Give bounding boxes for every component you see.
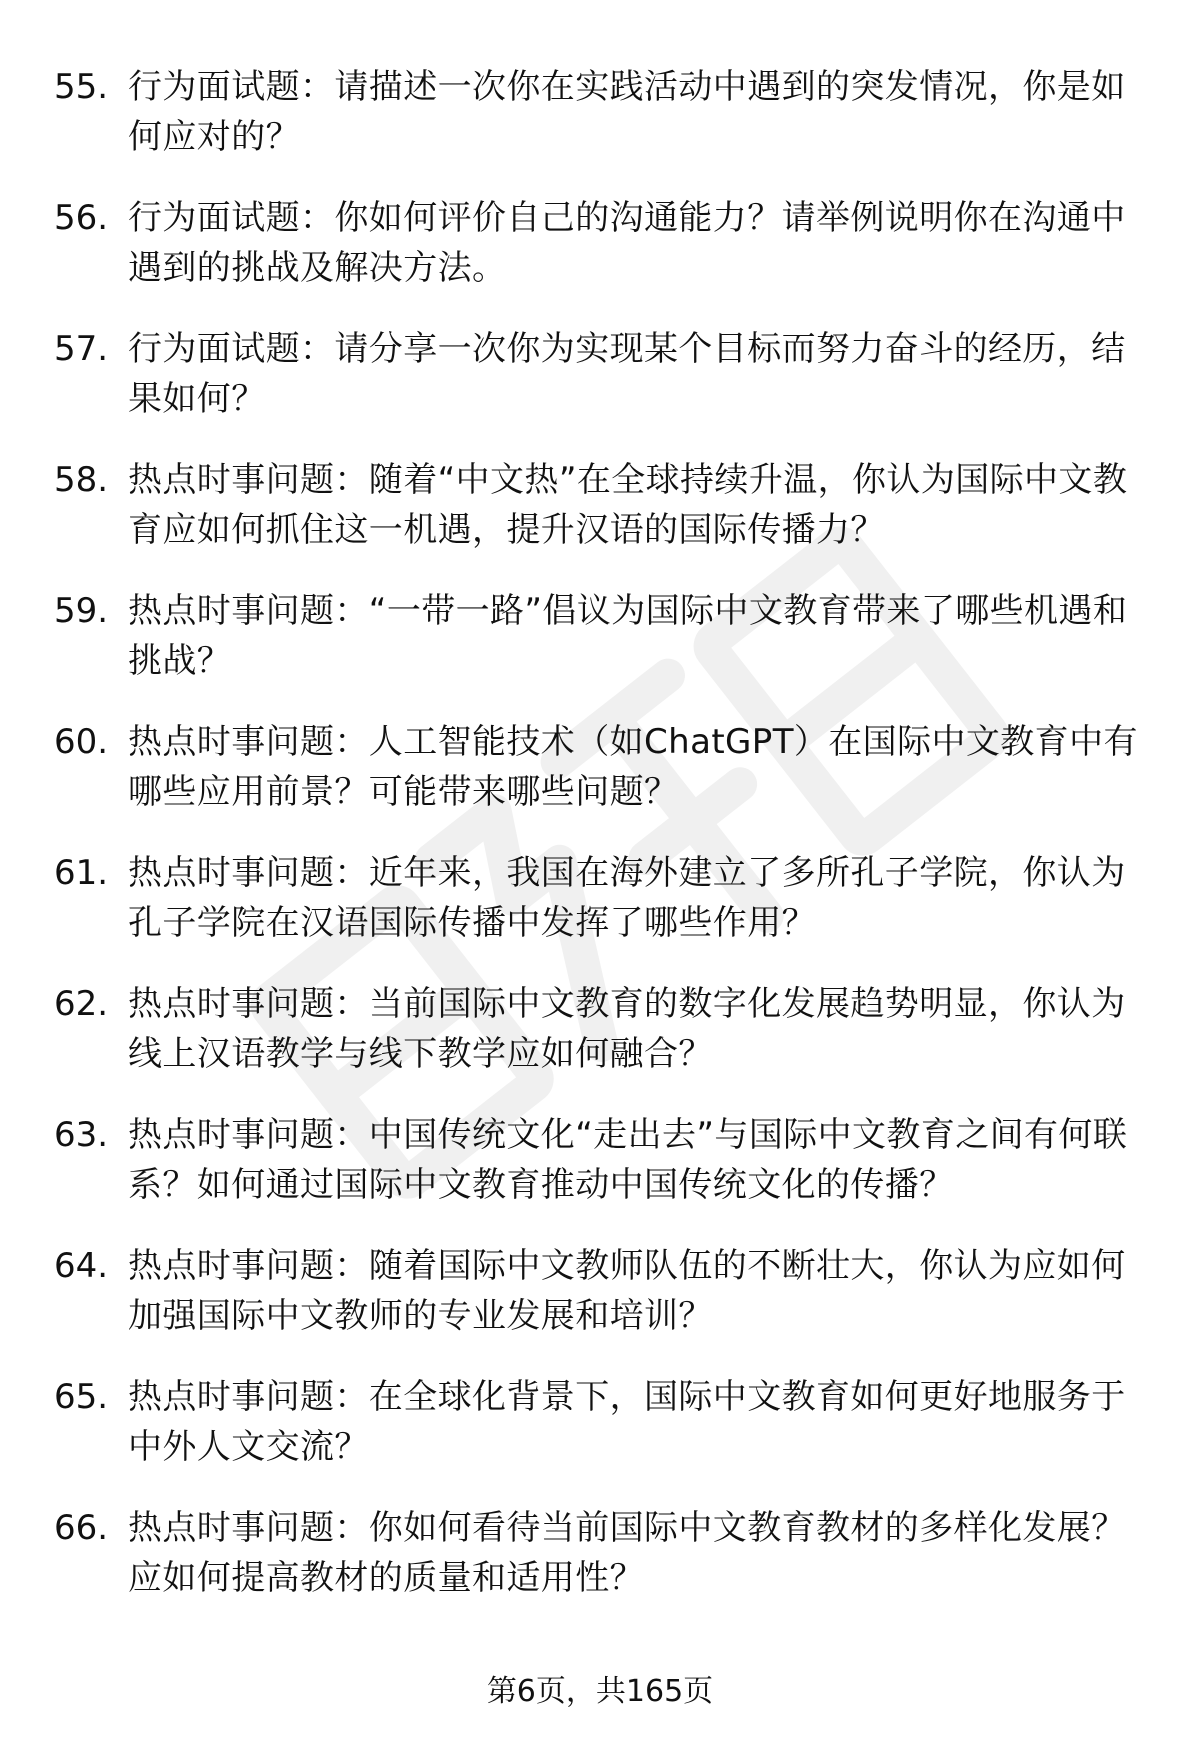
question-number: 57. <box>54 329 109 369</box>
question-text: 行为面试题：你如何评价自己的沟通能力？请举例说明你在沟通中遇到的挑战及解决方法。 <box>128 198 1126 288</box>
question-number: 61. <box>54 853 109 893</box>
list-item <box>0 717 1200 848</box>
question-number: 60. <box>54 722 109 762</box>
question-number: 59. <box>54 591 109 631</box>
page-number: 第6页，共165页 <box>486 1674 714 1709</box>
question-number: 66. <box>54 1508 109 1548</box>
question-text: 热点时事问题：中国传统文化“走出去”与国际中文教育之间有何联系？如何通过国际中文教育推动中国传统文化的传播？ <box>128 1115 1128 1205</box>
question-text: 热点时事问题：随着国际中文教师队伍的不断壮大，你认为应如何加强国际中文教师的专业发展和培训？ <box>128 1246 1126 1336</box>
question-text: 热点时事问题：“一带一路”倡议为国际中文教育带来了哪些机遇和挑战？ <box>128 591 1128 681</box>
question-text: 热点时事问题：随着“中文热”在全球持续升温，你认为国际中文教育应如何抓住这一机遇，提升汉语的国际传播力？ <box>128 460 1128 550</box>
list-item <box>0 979 1200 1110</box>
question-number: 55. <box>54 67 109 107</box>
question-number: 62. <box>54 984 109 1024</box>
list-item <box>0 1110 1200 1241</box>
question-text: 热点时事问题：近年来，我国在海外建立了多所孔子学院，你认为孔子学院在汉语国际传播中发挥了哪些作用？ <box>128 853 1126 943</box>
question-text: 行为面试题：请分享一次你为实现某个目标而努力奋斗的经历，结果如何？ <box>128 329 1126 419</box>
question-number: 58. <box>54 460 109 500</box>
list-item <box>0 586 1200 717</box>
list-item <box>0 455 1200 586</box>
list-item <box>0 193 1200 324</box>
list-item <box>0 1503 1200 1634</box>
list-item <box>0 62 1200 193</box>
list-item <box>0 324 1200 455</box>
question-text: 行为面试题：请描述一次你在实践活动中遇到的突发情况，你是如何应对的？ <box>128 67 1126 157</box>
question-number: 65. <box>54 1377 109 1417</box>
question-text: 热点时事问题：你如何看待当前国际中文教育教材的多样化发展？应如何提高教材的质量和适用性？ <box>128 1508 1126 1598</box>
question-text: 热点时事问题：当前国际中文教育的数字化发展趋势明显，你认为线上汉语教学与线下教学应如何融合？ <box>128 984 1126 1074</box>
question-list <box>0 62 1200 1634</box>
question-number: 64. <box>54 1246 109 1286</box>
question-text: 热点时事问题：人工智能技术（如ChatGPT）在国际中文教育中有哪些应用前景？可能带来哪些问题？ <box>128 722 1138 812</box>
list-item <box>0 1372 1200 1503</box>
question-text: 热点时事问题：在全球化背景下，国际中文教育如何更好地服务于中外人文交流？ <box>128 1377 1126 1467</box>
question-number: 63. <box>54 1115 109 1155</box>
list-item <box>0 1241 1200 1372</box>
list-item <box>0 848 1200 979</box>
question-number: 56. <box>54 198 109 238</box>
